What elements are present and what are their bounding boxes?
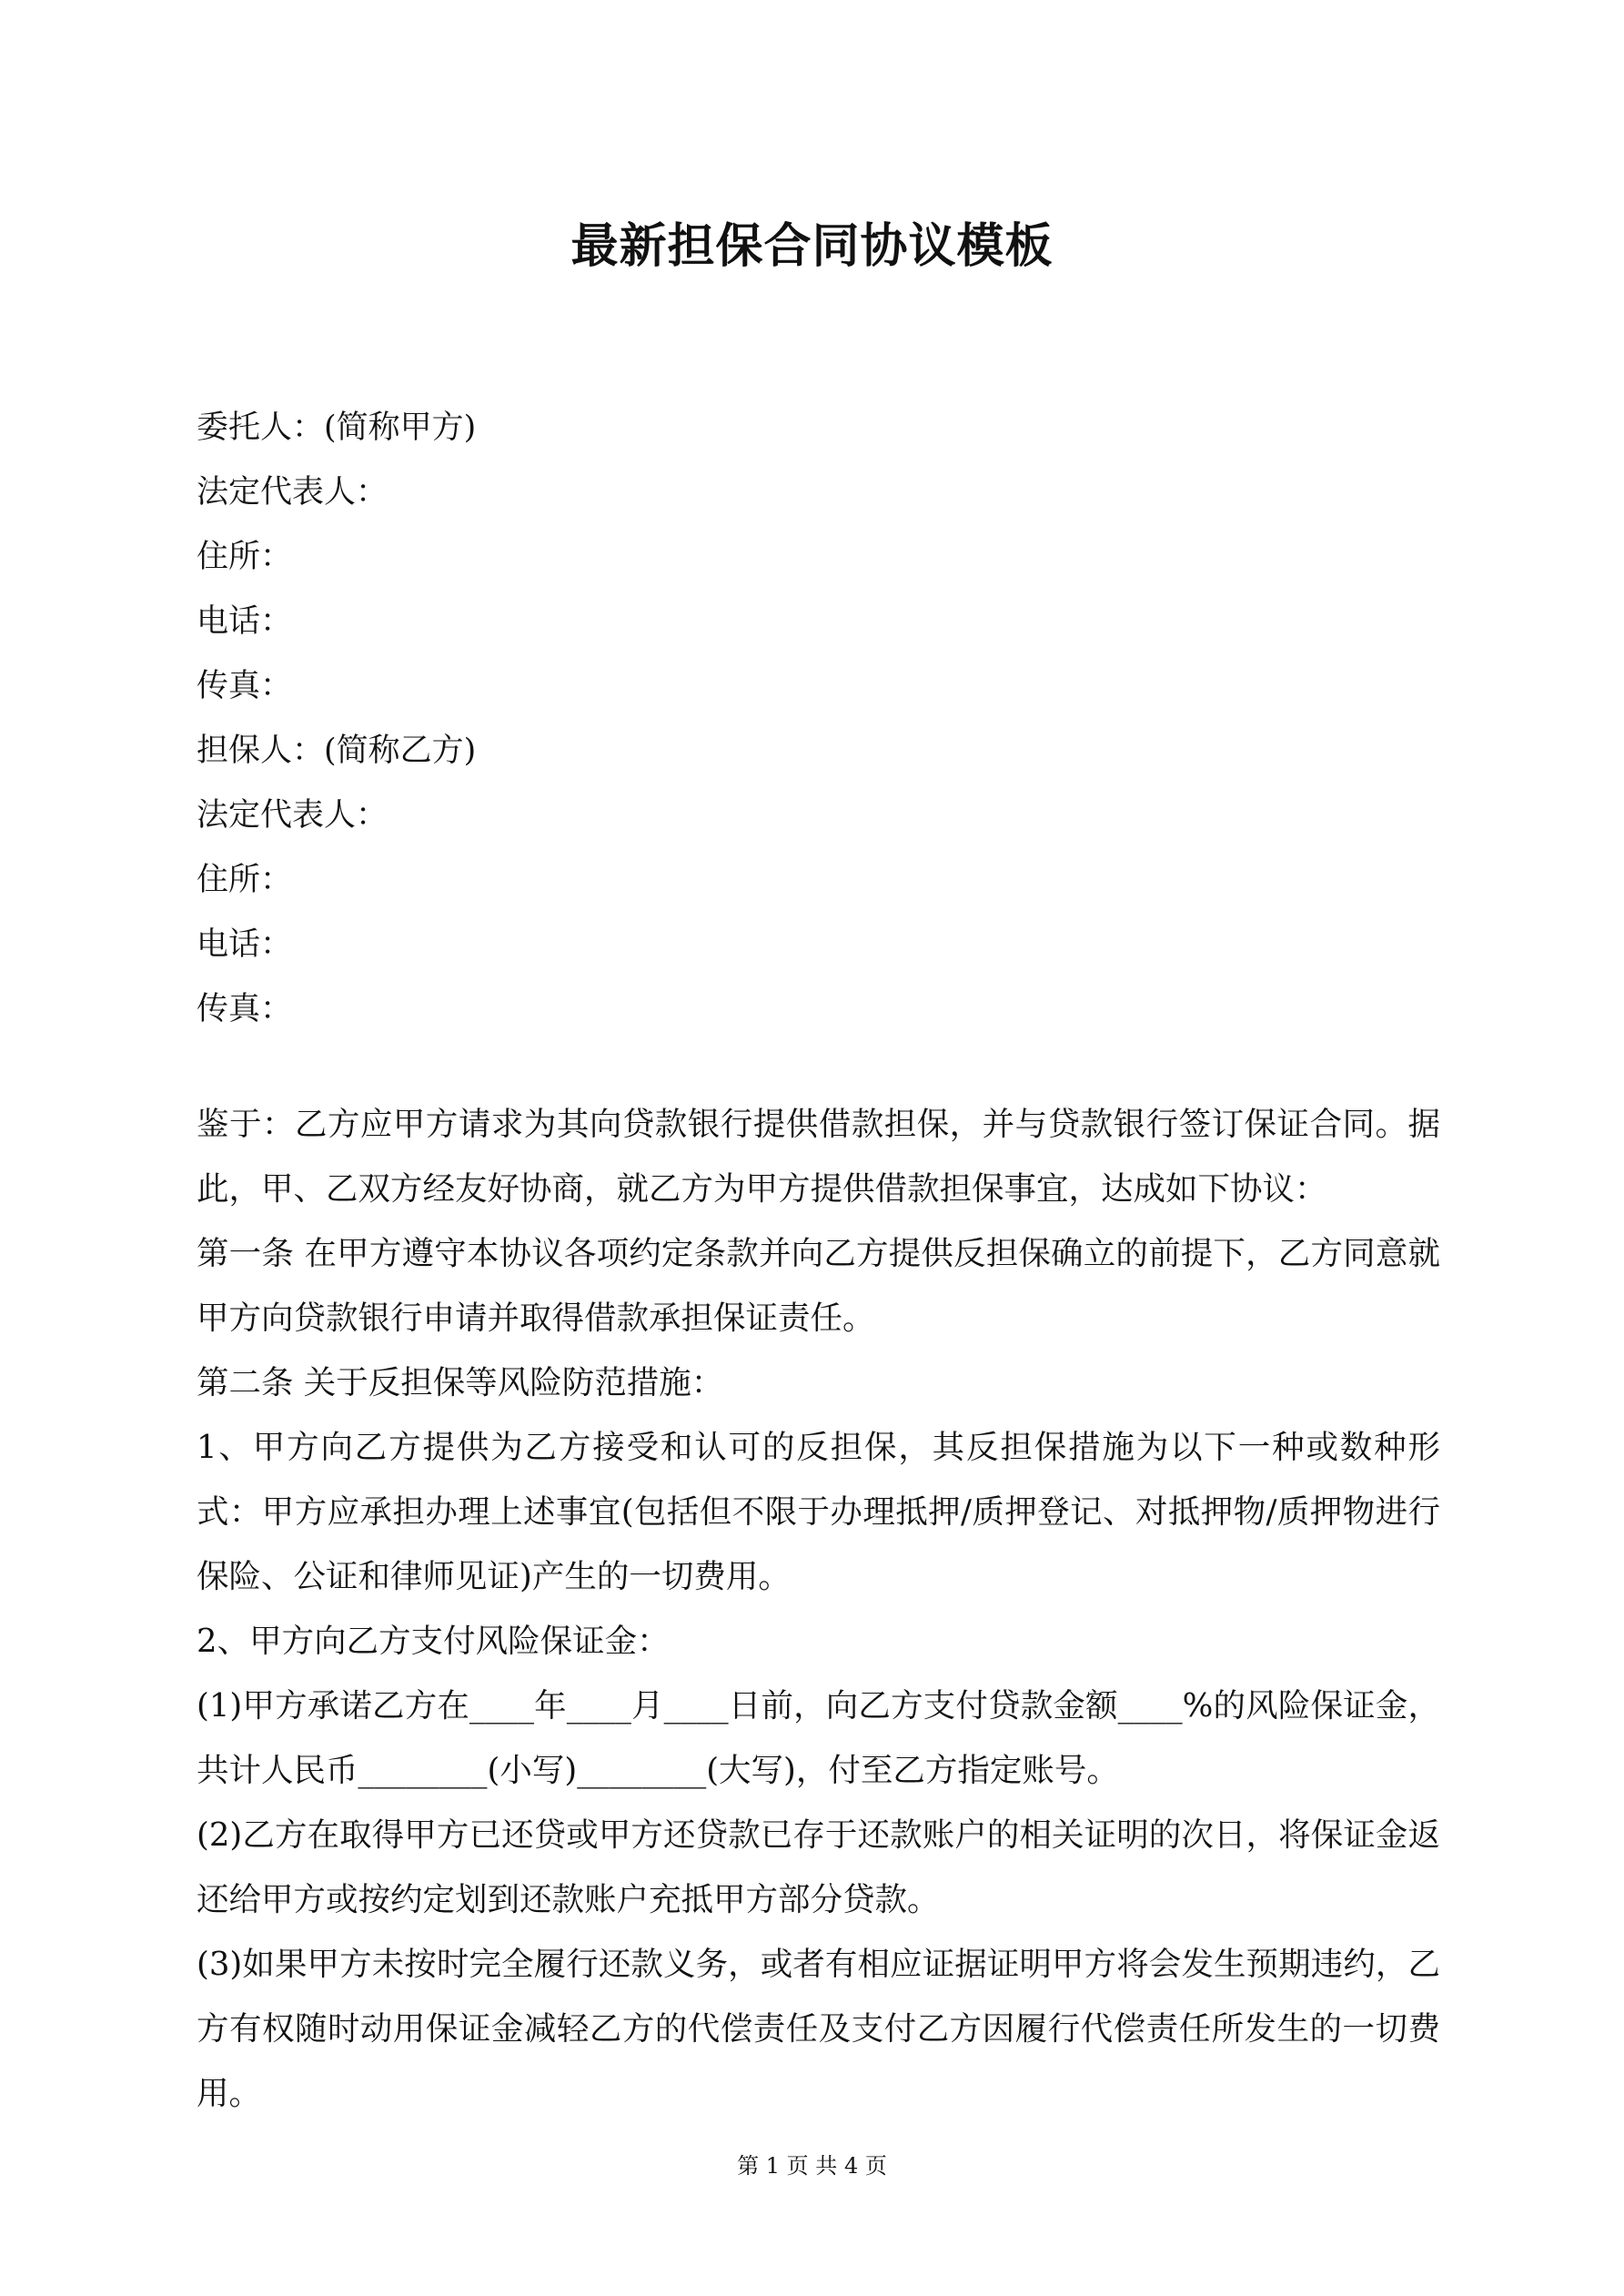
contract-body (197, 1092, 1440, 2126)
guarantor-fax-field (197, 968, 479, 1033)
field-label: 委托人：(简称甲方) (197, 410, 477, 446)
field-label: 传真： (197, 991, 293, 1027)
field-label: 住所： (197, 539, 293, 575)
field-label: 担保人：(简称乙方) (197, 733, 477, 769)
guarantor-phone-field (197, 904, 479, 968)
clause-2: 2、甲方向乙方支付风险保证金： (197, 1623, 670, 1660)
field-label: 传真： (197, 668, 293, 704)
document-title: 最新担保合同协议模板 (570, 218, 1054, 274)
client-name-field (197, 387, 479, 451)
clause-2-3: (3)如果甲方未按时完全履行还款义务，或者有相应证据证明甲方将会发生预期违约，乙方有权随时动用保证金减轻乙方的代偿责任及支付乙方因履行代偿责任所发生的一切费用。 (197, 1946, 1440, 2112)
article-1: 第一条 在甲方遵守本协议各项约定条款并向乙方提供反担保确立的前提下，乙方同意就甲方向贷款银行申请并取得借款承担保证责任。 (197, 1235, 1440, 1337)
guarantor-address-field (197, 839, 479, 904)
clause-2-2: (2)乙方在取得甲方已还贷或甲方还贷款已存于还款账户的相关证明的次日，将保证金返还给甲方或按约定划到还款账户充抵甲方部分贷款。 (197, 1816, 1440, 1918)
guarantor-name-field (197, 710, 479, 774)
field-label: 电话： (197, 603, 293, 640)
field-label: 法定代表人： (197, 797, 388, 834)
field-label: 电话： (197, 926, 293, 963)
clause-1: 1、甲方向乙方提供为乙方接受和认可的反担保，其反担保措施为以下一种或数种形式：甲方应承担办理上述事宜(包括但不限于办理抵押/质押登记、对抵押物/质押物进行保险、公证和律师见证)产生的一切费用。 (197, 1429, 1440, 1595)
article-2-heading: 第二条 关于反担保等风险防范措施： (197, 1364, 724, 1401)
client-fax-field (197, 645, 479, 710)
guarantor-legal-rep-field (197, 774, 479, 839)
page-number: 第 1 页 共 4 页 (737, 2153, 887, 2179)
client-legal-rep-field (197, 451, 479, 516)
field-label: 法定代表人： (197, 474, 388, 511)
clause-2-1: (1)甲方承诺乙方在____年____月____日前，向乙方支付贷款金额____%的风险保证金，共计人民币________(小写)________(大写)，付至乙方指定账号。 (197, 1687, 1440, 1789)
party-info (197, 387, 479, 1033)
client-phone-field (197, 581, 479, 645)
field-label: 住所： (197, 862, 293, 898)
client-address-field (197, 516, 479, 581)
preamble: 鉴于：乙方应甲方请求为其向贷款银行提供借款担保，并与贷款银行签订保证合同。据此，甲、乙双方经友好协商，就乙方为甲方提供借款担保事宜，达成如下协议： (197, 1106, 1440, 1208)
